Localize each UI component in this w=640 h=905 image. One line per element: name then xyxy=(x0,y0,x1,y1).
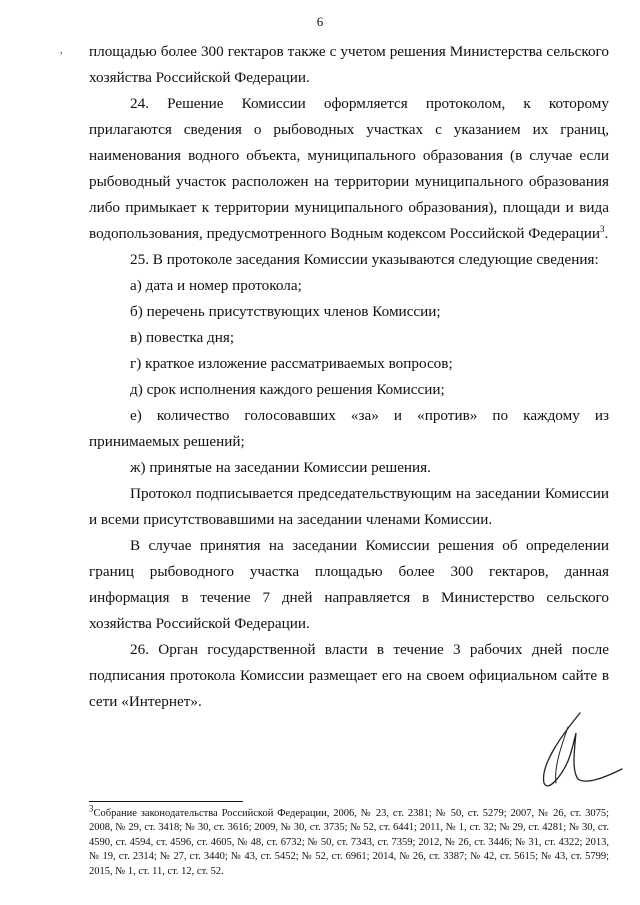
signature xyxy=(522,705,626,795)
list-item-d: д) срок исполнения каждого решения Комиссии; xyxy=(130,381,445,398)
footnote xyxy=(89,803,609,879)
list-item-a: а) дата и номер протокола; xyxy=(130,277,302,294)
footnote-ref: 3 xyxy=(600,223,605,234)
list-item-b: б) перечень присутствующих членов Комиссии; xyxy=(130,303,441,320)
paragraph-continuation: площадью более 300 гектаров также с учетом решения Министерства сельского хозяйства Российской Федерации. xyxy=(89,43,609,86)
list-item-zh: ж) принятые на заседании Комиссии решения. xyxy=(130,459,431,476)
paragraph-24 xyxy=(89,91,609,247)
paragraph-case: В случае принятия на заседании Комиссии решения об определении границ рыбоводного участка площадью более 300 гектаров, данная информация в течение 7 дней направляется в Министерство сельского хозяйства Российской Федерации. xyxy=(89,537,609,632)
paragraph-protocol: Протокол подписывается председательствующим на заседании Комиссии и всеми присутствовавшими на заседании членами Комиссии. xyxy=(89,485,609,528)
list-item-e: е) количество голосовавших «за» и «против» по каждому из принимаемых решений; xyxy=(89,407,609,450)
paragraph-25: 25. В протоколе заседания Комиссии указываются следующие сведения: xyxy=(130,251,599,268)
list-item-v: в) повестка дня; xyxy=(130,329,235,346)
paragraph-26: 26. Орган государственной власти в течение 3 рабочих дней после подписания протокола Комиссии размещает его на своем официальном сайте в сети «Интернет». xyxy=(89,641,609,710)
footnote-mark: 3 xyxy=(89,803,94,814)
page-number: 6 xyxy=(316,14,324,29)
footnote-text: Собрание законодательства Российской Федерации, 2006, № 23, ст. 2381; № 50, ст. 5279; 2007, № 26, ст. 3075; 2008, № 29, ст. 3418; № 30, ст. 3616; 2009, № 30, ст. 3735; № 52, ст. 6441; 2011, № 1, ст. 32; № 29, ст. 4281; № 30, ст. 4590, ст. 4594, ст. 4596, ст. 4605, № 48, ст. 6732; № 50, ст. 7343, ст. 7359; 2012, № 26, ст. 3446; № 31, ст. 4322; 2013, № 19, ст. 2314; № 27, ст. 3440; № 43, ст. 5452; № 52, ст. 6961; 2014, № 26, ст. 3387; № 42, ст. 5615; № 43, ст. 5799; 2015, № 1, ст. 11, ст. 12, ст. 52. xyxy=(89,808,609,877)
document-body xyxy=(89,39,609,715)
footnote-separator xyxy=(89,801,243,802)
list-item-g: г) краткое изложение рассматриваемых вопросов; xyxy=(130,355,453,372)
paragraph-24-text: 24. Решение Комиссии оформляется протоколом, к которому прилагаются сведения о рыбоводных участках с указанием их границ, наименования водного объекта, муниципального образования (в случае если рыбоводный участок расположен на территории муниципального образования либо примыкает к территории муниципального образования), площади и вида водопользования, предусмотренного Водным кодексом Российской Федерации xyxy=(89,95,609,242)
margin-mark: , xyxy=(60,45,63,56)
paragraph-24-end: . xyxy=(604,225,609,242)
